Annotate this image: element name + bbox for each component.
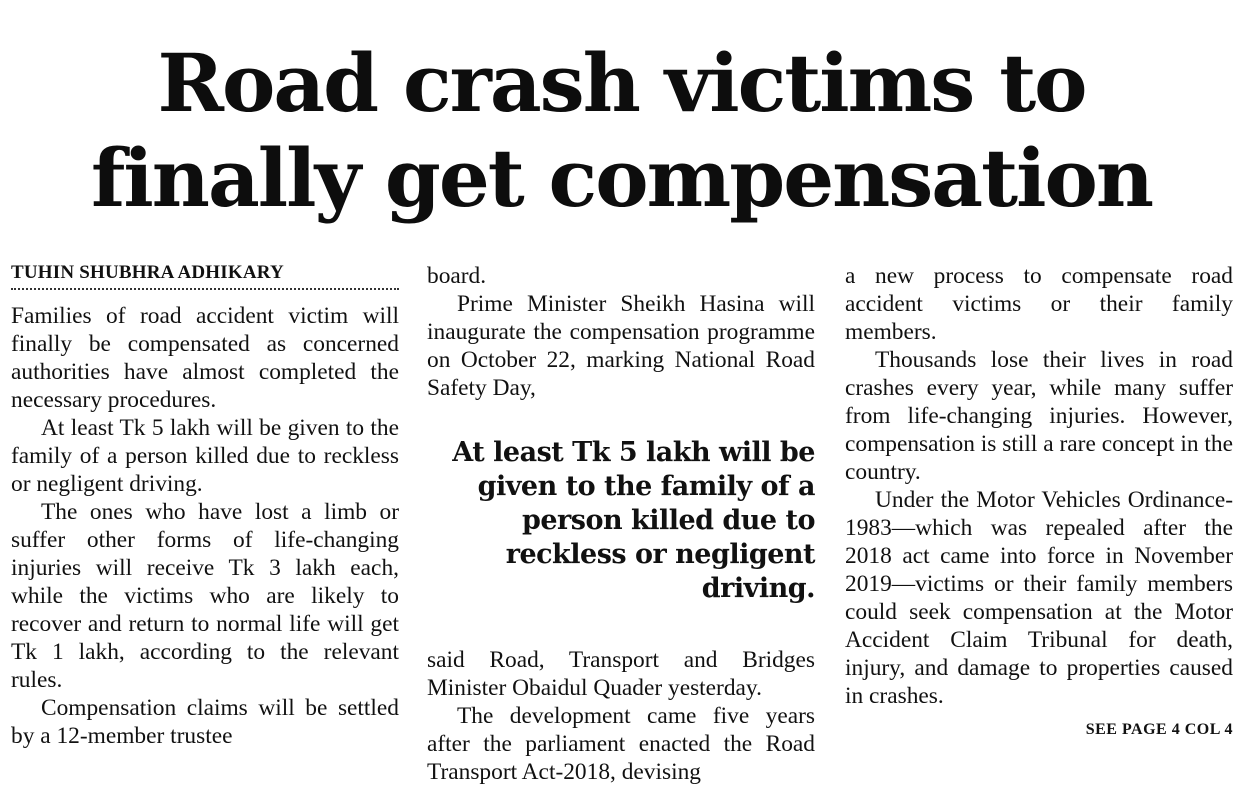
paragraph: Prime Minister Sheikh Hasina will inaugurate the compensation programme on October 22, marking National Road Safety Day, — [427, 291, 815, 401]
pull-quote: At least Tk 5 lakh will be given to the family of a person killed due to reckless or negligent driving. — [452, 437, 815, 604]
paragraph: Thousands lose their lives in road crashes every year, while many suffer from life-changing injuries. However, compensation is still a rare concept in the country. — [845, 347, 1233, 485]
paragraph: At least Tk 5 lakh will be given to the family of a person killed due to reckless or negligent driving. — [11, 415, 399, 497]
paragraph: Families of road accident victim will finally be compensated as concerned authorities have almost completed the necessary procedures. — [11, 303, 399, 413]
headline — [0, 36, 1243, 226]
article-column-1 — [11, 262, 399, 750]
continuation-note: SEE PAGE 4 COL 4 — [1085, 721, 1233, 738]
paragraph: Under the Motor Vehicles Ordinance-1983—which was repealed after the 2018 act came into force in November 2019—victims or their family members could seek compensation at the Motor Accident Claim Tribunal for death, injury, and damage to properties caused in crashes. — [845, 487, 1233, 709]
paragraph: a new process to compensate road accident victims or their family members. — [845, 263, 1233, 345]
headline-line-2: finally get compensation — [90, 131, 1153, 225]
headline-line-1: Road crash victims to — [157, 36, 1086, 130]
paragraph: Compensation claims will be settled by a 12-member trustee — [11, 695, 399, 749]
article-column-2 — [427, 262, 815, 786]
paragraph: board. — [427, 263, 487, 289]
paragraph: The ones who have lost a limb or suffer other forms of life-changing injuries will receive Tk 3 lakh each, while the victims who are likely to recover and return to normal life will get Tk 1 lakh, according to the relevant rules. — [11, 499, 399, 693]
article-column-3 — [845, 262, 1233, 744]
paragraph: said Road, Transport and Bridges Minister Obaidul Quader yesterday. — [427, 647, 815, 701]
byline: TUHIN SHUBHRA ADHIKARY — [11, 262, 399, 290]
paragraph: The development came five years after the parliament enacted the Road Transport Act-2018, devising — [427, 703, 815, 785]
